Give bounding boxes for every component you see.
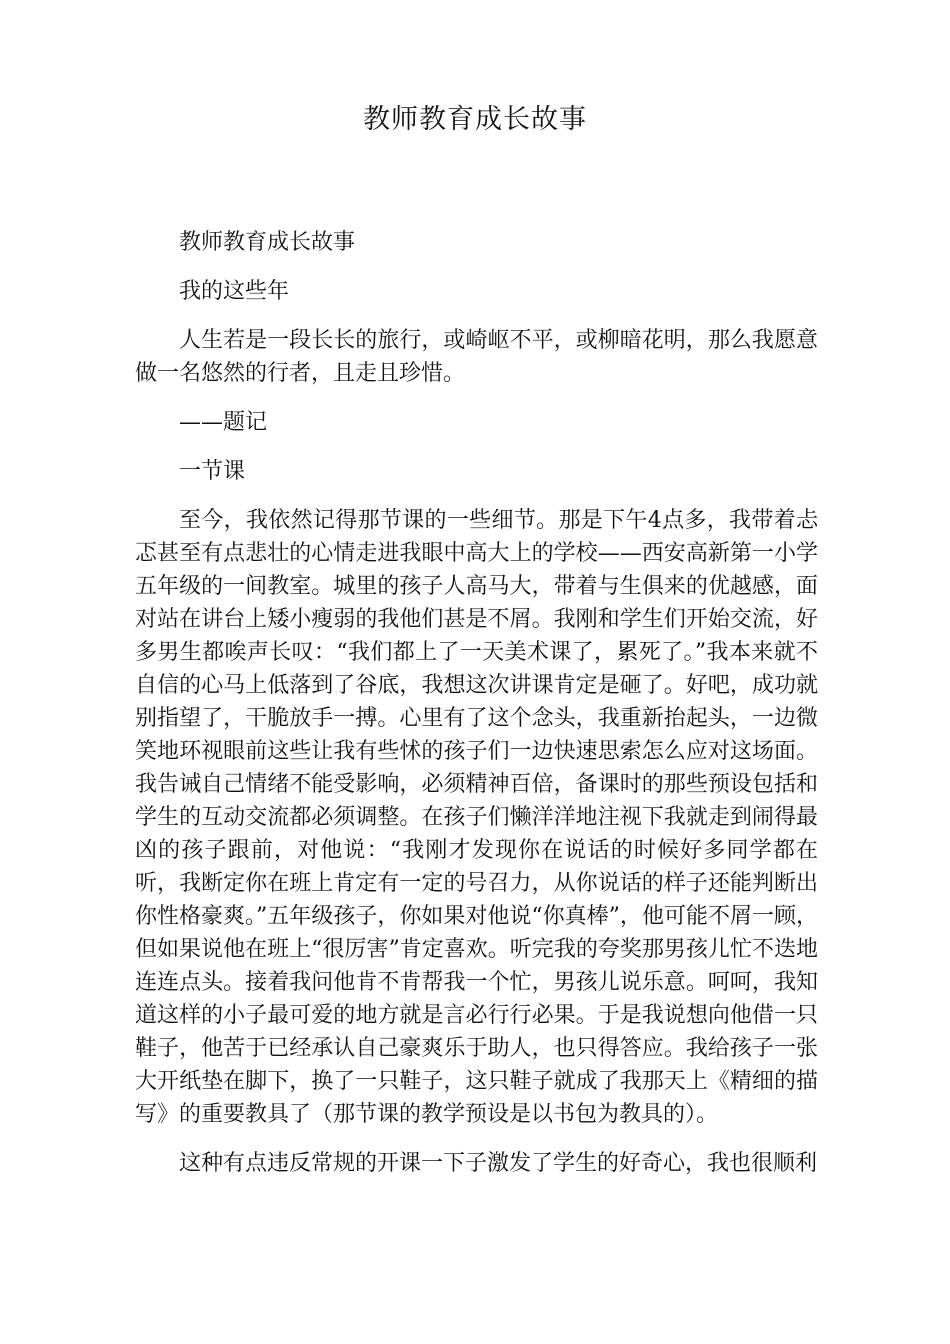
paragraph-subtitle: 教师教育成长故事	[179, 230, 356, 255]
paragraph-chapter-heading: 一节课	[179, 459, 246, 484]
paragraph-section-heading: 我的这些年	[179, 279, 290, 304]
document-body	[135, 226, 818, 1196]
paragraph-body: 这种有点违反常规的开课一下子激发了学生的好奇心，我也很顺利	[179, 1151, 818, 1176]
paragraph-epigraph: 人生若是一段长长的旅行，或崎岖不平，或柳暗花明，那么我愿意做一名悠然的行者，且走且珍惜。	[135, 328, 818, 386]
paragraph-epigraph-attribution: ——题记	[179, 410, 268, 435]
paragraph-body: 至今，我依然记得那节课的一些细节。那是下午4点多，我带着忐忑甚至有点悲壮的心情走进我眼中高大上的学校——西安高新第一小学五年级的一间教室。城里的孩子人高马大，带着与生俱来的优越感，面对站在讲台上矮小瘦弱的我他们甚是不屑。我刚和学生们开始交流，好多男生都唉声长叹：“我们都上了一天美术课了，累死了。”我本来就不自信的心马上低落到了谷底，我想这次讲课肯定是砸了。好吧，成功就别指望了，干脆放手一搏。心里有了这个念头，我重新抬起头，一边微笑地环视眼前这些让我有些怵的孩子们一边快速思索怎么应对这场面。我告诫自己情绪不能受影响，必须精神百倍，备课时的那些预设包括和学生的互动交流都必须调整。在孩子们懒洋洋地注视下我就走到闹得最凶的孩子跟前，对他说：“我刚才发现你在说话的时候好多同学都在听，我断定你在班上肯定有一定的号召力，从你说话的样子还能判断出你性格豪爽。”五年级孩子，你如果对他说“你真棒”，他可能不屑一顾，但如果说他在班上“很厉害”肯定喜欢。听完我的夸奖那男孩儿忙不迭地连连点头。接着我问他肯不肯帮我一个忙，男孩儿说乐意。呵呵，我知道这样的小子最可爱的地方就是言必行行必果。于是我说想向他借一只鞋子，他苦于已经承认自己豪爽乐于助人，也只得答应。我给孩子一张大开纸垫在脚下，换了一只鞋子，这只鞋子就成了我那天上《精细的描写》的重要教具了（那节课的教学预设是以书包为教具的）。	[135, 508, 818, 1127]
document-title: 教师教育成长故事	[363, 104, 587, 135]
